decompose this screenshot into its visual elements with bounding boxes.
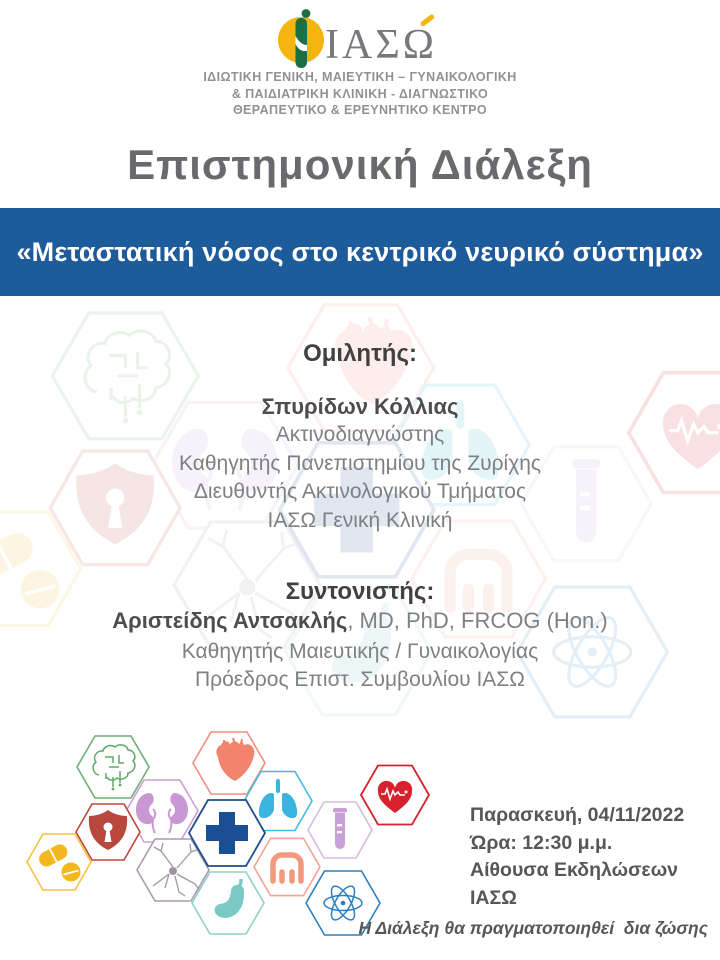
speaker-detail-line: Καθηγητής Πανεπιστημίου της Ζυρίχης: [178, 451, 542, 475]
poster-title: Επιστημονική Διάλεξη: [127, 141, 593, 188]
event-date: Παρασκευή, 04/11/2022: [470, 804, 685, 826]
tagline-line: ΘΕΡΑΠΕΥΤΙΚΟ & ΕΡΕΥΝΗΤΙΚΟ ΚΕΝΤΡΟ: [232, 103, 488, 117]
moderator-credentials: , MD, PhD, FRCOG (Hon.): [347, 608, 608, 633]
speaker-name: Σπυρίδων Κόλλιας: [261, 394, 459, 419]
hexagon-cluster: [27, 732, 429, 935]
lecture-topic: «Μεταστατική νόσος στο κεντρικό νευρικό σύστημα»: [16, 236, 704, 267]
speaker-heading: Ομιλητής:: [303, 340, 417, 367]
event-info: [470, 802, 720, 912]
speaker-detail-line: ΙΑΣΩ Γενική Κλινική: [267, 508, 453, 532]
tagline-line: & ΠΑΙΔΙΑΤΡΙΚΗ ΚΛΙΝΙΚΗ - ΔΙΑΓΝΩΣΤΙΚΟ: [231, 86, 489, 101]
lecture-topic-banner: [0, 208, 720, 296]
speaker-detail-line: Ακτινοδιαγνώστης: [275, 423, 445, 446]
moderator-detail-line: Καθηγητής Μαιευτικής / Γυναικολογίας: [181, 640, 539, 663]
moderator-name: Αριστείδης Αντσακλής: [112, 608, 348, 633]
tagline-line: ΙΔΙΩΤΙΚΗ ΓΕΝΙΚΗ, ΜΑΙΕΥΤΙΚΗ – ΓΥΝΑΙΚΟΛΟΓΙΚΗ: [203, 70, 517, 84]
brand-text: ΙΑΣΩ: [325, 22, 437, 68]
clinic-tagline: [0, 69, 720, 119]
speaker-details: [0, 421, 720, 535]
iaso-logo-icon: [275, 6, 445, 70]
moderator-details: [0, 638, 720, 693]
speaker-detail-line: Διευθυντής Ακτινολογικού Τμήματος: [193, 480, 527, 503]
moderator-name-line: [0, 608, 720, 634]
in-person-note: Η Διάλεξη θα πραγματοποιηθεί δια ζώσης: [358, 918, 708, 938]
moderator-detail-line: Πρόεδρος Επιστ. Συμβουλίου ΙΑΣΩ: [194, 667, 525, 691]
event-venue: Αίθουσα Εκδηλώσεων ΙΑΣΩ: [470, 859, 679, 909]
iaso-logo: [0, 6, 720, 70]
moderator-heading: Συντονιστής:: [285, 578, 435, 605]
event-time: Ώρα: 12:30 μ.μ.: [470, 831, 613, 854]
